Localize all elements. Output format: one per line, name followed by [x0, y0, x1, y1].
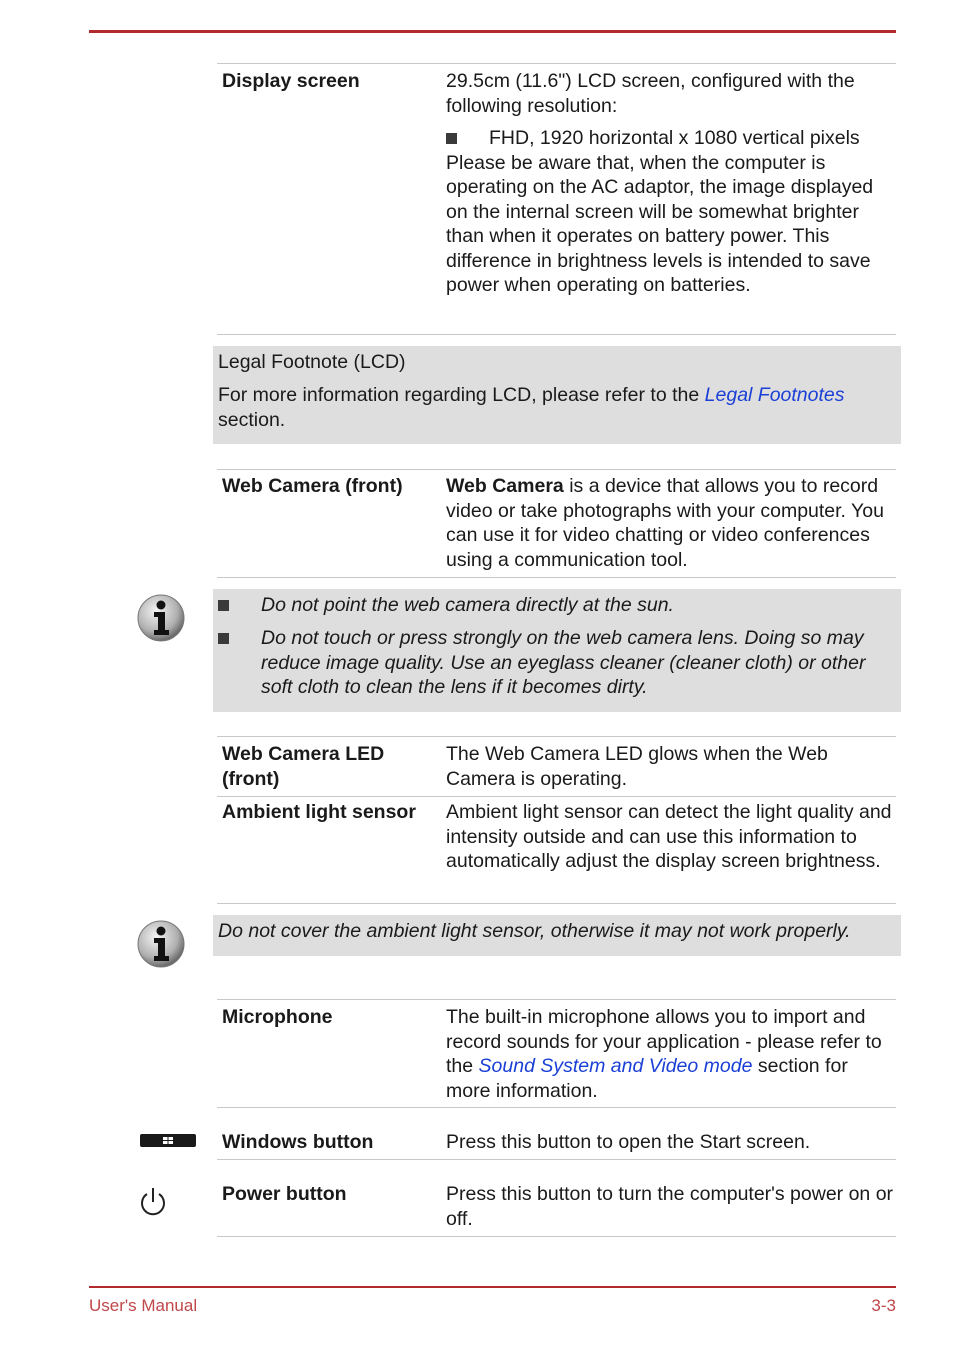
table-divider	[217, 903, 896, 904]
bullet-square-icon	[218, 633, 229, 644]
ambient-light-sensor-label: Ambient light sensor	[222, 801, 416, 823]
table-divider	[217, 1236, 896, 1237]
resolution-bullet	[446, 126, 896, 151]
bullet-square-icon	[446, 133, 457, 144]
table-divider	[217, 334, 896, 335]
info-icon	[136, 919, 186, 969]
info-icon	[136, 593, 186, 643]
footer-manual-title: User's Manual	[89, 1296, 198, 1315]
web-camera-note-item: Do not point the web camera directly at the sun.	[218, 593, 893, 618]
table-divider	[217, 469, 896, 470]
legal-footnotes-link[interactable]: Legal Footnotes	[704, 384, 845, 406]
legal-footnote-title: Legal Footnote (LCD)	[218, 351, 406, 373]
table-divider	[217, 577, 896, 578]
power-icon	[138, 1186, 168, 1218]
header-rule	[89, 30, 896, 33]
display-screen-label: Display screen	[222, 70, 360, 92]
windows-button-icon	[140, 1134, 196, 1147]
footer-page-number: 3-3	[871, 1296, 896, 1315]
table-divider	[217, 1159, 896, 1160]
resolution-text: FHD, 1920 horizontal x 1080 vertical pixels	[489, 127, 860, 149]
footer-rule	[89, 1286, 896, 1288]
power-button-label: Power button	[222, 1183, 347, 1205]
display-desc-intro: 29.5cm (11.6") LCD screen, configured with the following resolution:	[446, 70, 855, 117]
table-divider	[217, 736, 896, 737]
web-camera-led-description: The Web Camera LED glows when the Web Camera is operating.	[446, 743, 828, 790]
table-divider	[217, 63, 896, 64]
power-button-description: Press this button to turn the computer's power on or off.	[446, 1183, 894, 1230]
microphone-description: The built-in microphone allows you to import and record sounds for your application - please refer to the Sound System and Video mode section for more information.	[446, 1006, 882, 1102]
display-screen-description	[446, 69, 896, 298]
windows-button-description: Press this button to open the Start screen.	[446, 1131, 811, 1153]
bullet-square-icon	[218, 600, 229, 611]
windows-button-label: Windows button	[222, 1131, 374, 1153]
display-desc-brightness: Please be aware that, when the computer is operating on the AC adaptor, the image displayed on the internal screen will be somewhat brighter than when it operates on battery power. This difference in brightness levels is intended to save power when operating on batteries.	[446, 151, 874, 296]
ambient-light-sensor-description: Ambient light sensor can detect the light quality and intensity outside and can use this information to automatically adjust the display screen brightness.	[446, 801, 892, 872]
table-divider	[217, 999, 896, 1000]
ambient-note-text: Do not cover the ambient light sensor, otherwise it may not work properly.	[218, 920, 851, 942]
web-camera-note-item: Do not touch or press strongly on the web camera lens. Doing so may reduce image quality. Use an eyeglass cleaner (cleaner cloth) or other soft cloth to clean the lens if it becomes dirty.	[218, 626, 893, 700]
table-divider	[217, 796, 896, 797]
web-camera-led-label: Web Camera LED (front)	[222, 743, 385, 790]
microphone-label: Microphone	[222, 1006, 333, 1028]
web-camera-description: Web Camera is a device that allows you to record video or take photographs with your computer. You can use it for video chatting or video conferences using a communication tool.	[446, 475, 884, 571]
table-divider	[217, 1107, 896, 1108]
sound-system-link[interactable]: Sound System and Video mode	[478, 1055, 753, 1077]
legal-footnote-text: For more information regarding LCD, please refer to the Legal Footnotes section.	[218, 384, 845, 431]
web-camera-label: Web Camera (front)	[222, 475, 403, 497]
